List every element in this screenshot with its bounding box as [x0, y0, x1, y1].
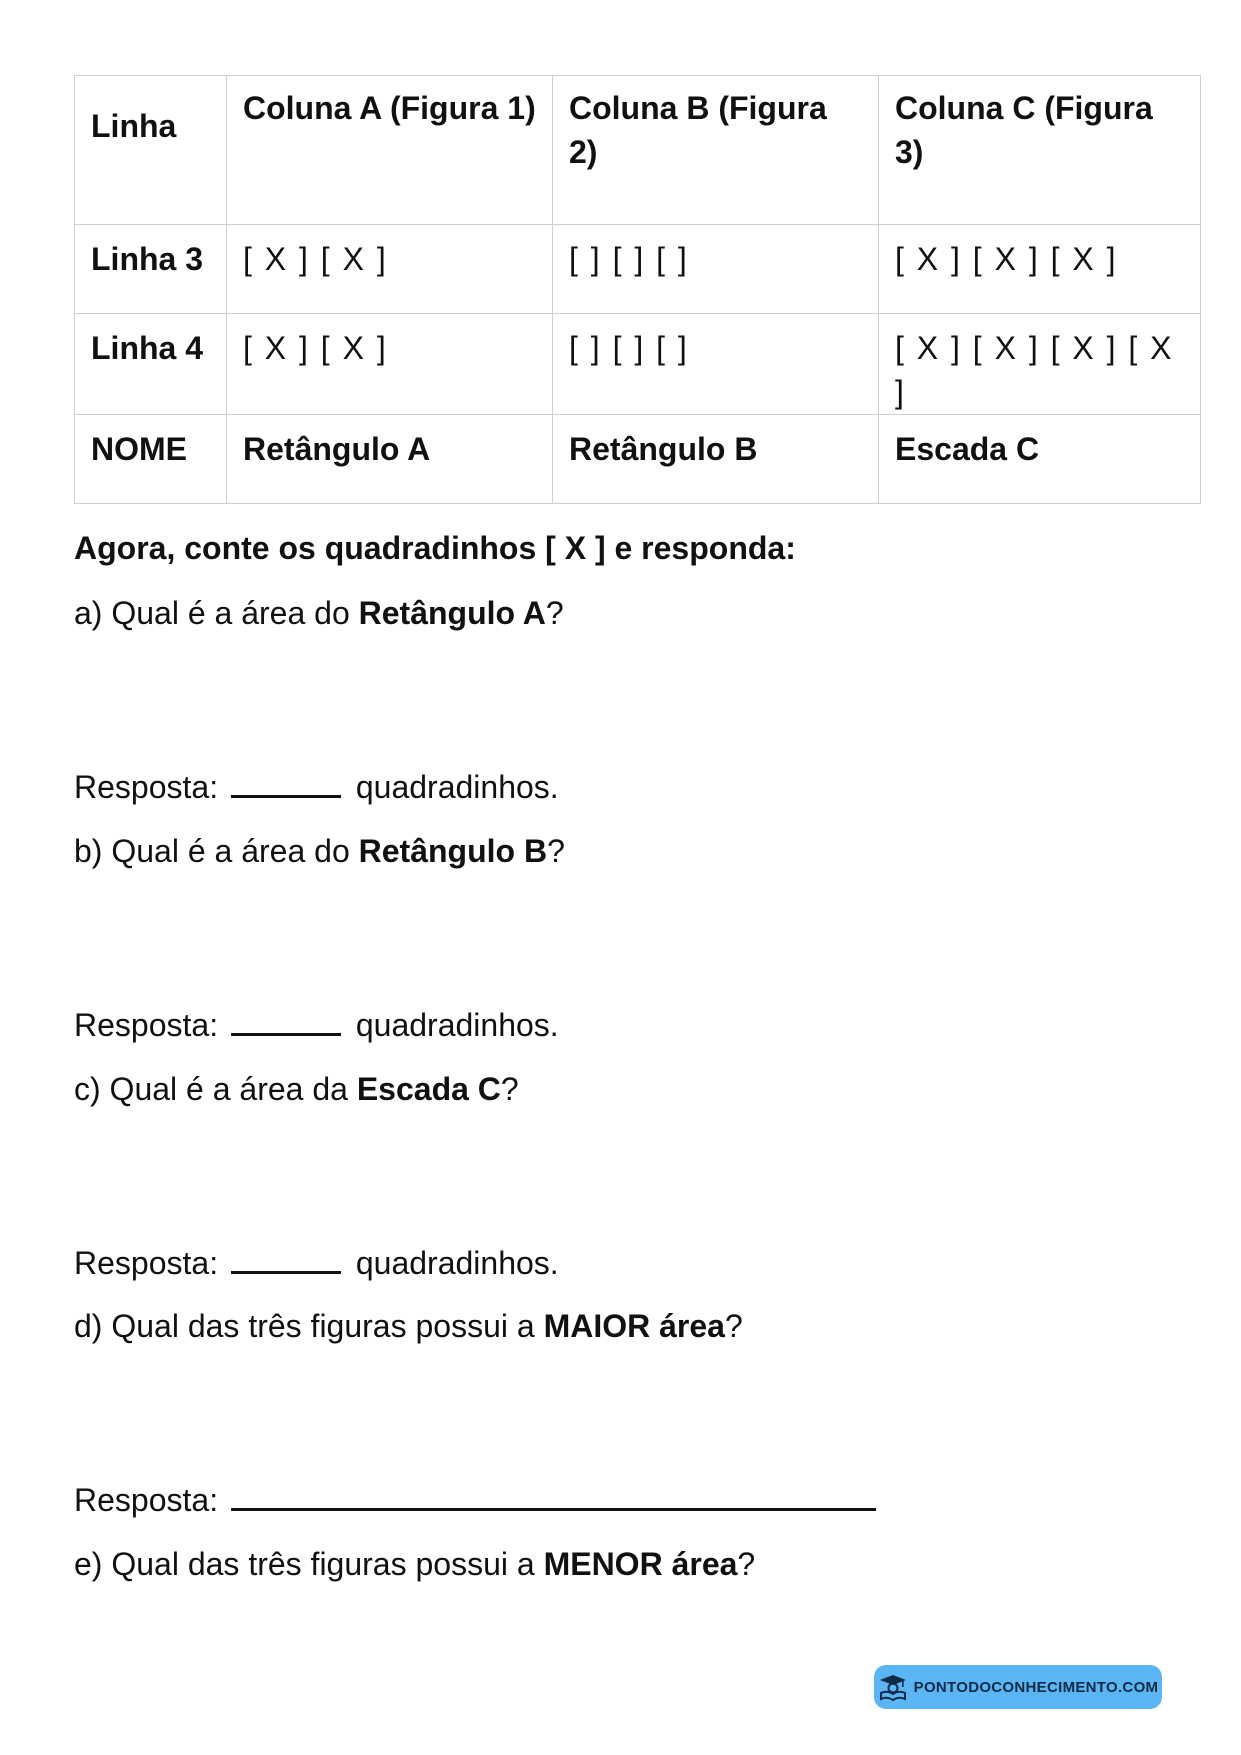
name-figura-3: Escada C [879, 415, 1201, 504]
header-linha: Linha [75, 76, 227, 225]
answer-blank-a[interactable] [231, 765, 341, 798]
answer-unit: quadradinhos. [355, 769, 559, 805]
row-label: Linha 4 [75, 314, 227, 415]
question-suffix: ? [724, 1308, 743, 1344]
answer-label: Resposta: [74, 769, 219, 805]
question-suffix: ? [545, 595, 564, 631]
answer-label: Resposta: [74, 1007, 219, 1043]
question-text: b) Qual é a área do [74, 833, 359, 869]
name-figura-2: Retângulo B [553, 415, 879, 504]
question-bold: MAIOR área [543, 1308, 725, 1344]
header-coluna-c: Coluna C (Figura 3) [879, 76, 1201, 225]
answer-blank-b[interactable] [231, 1003, 341, 1036]
cell-figura-1: [ X ] [ X ] [227, 314, 553, 415]
answer-unit: quadradinhos. [355, 1007, 559, 1043]
answer-a [74, 765, 559, 807]
header-coluna-b: Coluna B (Figura 2) [553, 76, 879, 225]
question-suffix: ? [500, 1071, 519, 1107]
answer-blank-d[interactable] [231, 1478, 876, 1511]
question-bold: Retângulo B [358, 833, 548, 869]
question-bold: Retângulo A [358, 595, 546, 631]
question-bold: Escada C [356, 1071, 501, 1107]
names-row [75, 415, 1201, 504]
table-row [75, 314, 1201, 415]
question-text: c) Qual é a área da [74, 1071, 357, 1107]
answer-d [74, 1478, 882, 1520]
header-coluna-a: Coluna A (Figura 1) [227, 76, 553, 225]
answer-unit: quadradinhos. [355, 1245, 559, 1281]
question-text: a) Qual é a área do [74, 595, 359, 631]
answer-label: Resposta: [74, 1245, 219, 1281]
table-header-row [75, 76, 1201, 225]
cell-figura-1: [ X ] [ X ] [227, 225, 553, 314]
question-a [74, 593, 564, 633]
question-b [74, 831, 565, 871]
question-bold: MENOR área [543, 1546, 738, 1582]
logo-text: PONTODOCONHECIMENTO.COM [913, 1678, 1159, 1696]
figures-table [74, 75, 1201, 504]
question-suffix: ? [737, 1546, 756, 1582]
table-row [75, 225, 1201, 314]
question-c [74, 1069, 519, 1109]
graduate-book-icon [878, 1673, 908, 1701]
question-text: e) Qual das três figuras possui a [74, 1546, 544, 1582]
row-label: Linha 3 [75, 225, 227, 314]
answer-c [74, 1241, 559, 1283]
cell-figura-3: [ X ] [ X ] [ X ] [879, 225, 1201, 314]
question-suffix: ? [547, 833, 565, 869]
cell-figura-2: [ ] [ ] [ ] [553, 314, 879, 415]
answer-b [74, 1003, 559, 1045]
answer-blank-c[interactable] [231, 1241, 341, 1274]
site-logo[interactable] [874, 1665, 1162, 1709]
instruction: Agora, conte os quadradinhos [ X ] e responda: [74, 530, 796, 566]
question-text: d) Qual das três figuras possui a [74, 1308, 544, 1344]
name-figura-1: Retângulo A [227, 415, 553, 504]
cell-figura-2: [ ] [ ] [ ] [553, 225, 879, 314]
cell-figura-3: [ X ] [ X ] [ X ] [ X ] [879, 314, 1201, 415]
question-e [74, 1544, 755, 1584]
answer-label: Resposta: [74, 1482, 219, 1518]
question-d [74, 1306, 743, 1346]
name-label: NOME [75, 415, 227, 504]
